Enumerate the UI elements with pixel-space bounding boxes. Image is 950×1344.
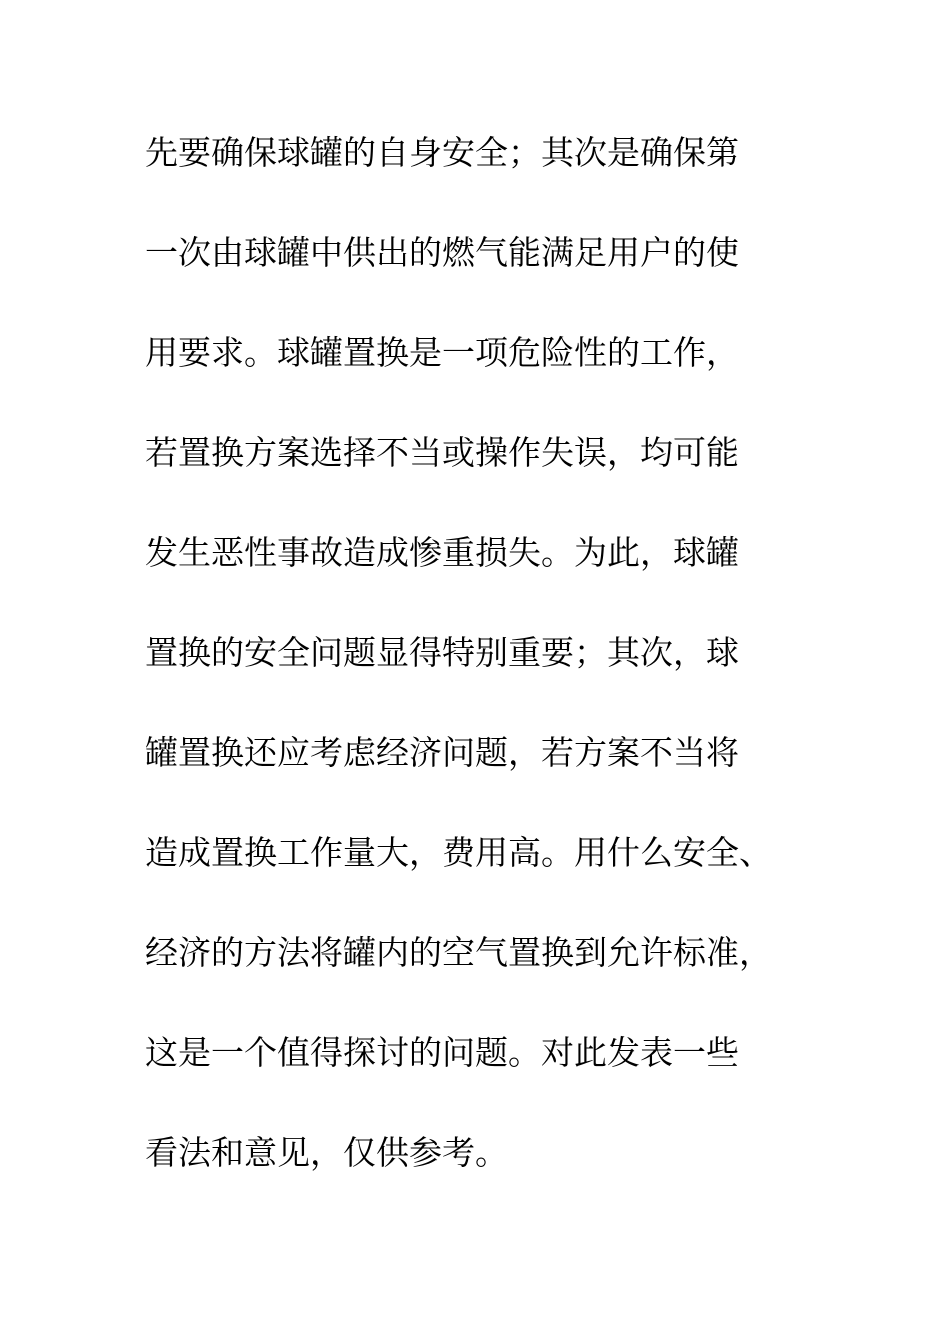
- text-line: 罐置换还应考虑经济问题，若方案不当将: [145, 733, 739, 772]
- text-line: 经济的方法将罐内的空气置换到允许标准，: [145, 933, 772, 972]
- text-line: 一次由球罐中供出的燃气能满足用户的使: [145, 233, 739, 272]
- body-paragraph: [145, 128, 825, 1228]
- text-line: 这是一个值得探讨的问题。对此发表一些: [145, 1033, 739, 1072]
- text-line: 若置换方案选择不当或操作失误，均可能: [145, 433, 739, 472]
- text-line: 用要求。球罐置换是一项危险性的工作，: [145, 333, 739, 372]
- text-line: 造成置换工作量大，费用高。用什么安全、: [145, 833, 772, 872]
- text-line: 发生恶性事故造成惨重损失。为此，球罐: [145, 533, 739, 572]
- text-line: 先要确保球罐的自身安全；其次是确保第: [145, 133, 739, 172]
- text-line: 看法和意见，仅供参考。: [145, 1133, 508, 1172]
- text-line: 置换的安全问题显得特别重要；其次，球: [145, 633, 739, 672]
